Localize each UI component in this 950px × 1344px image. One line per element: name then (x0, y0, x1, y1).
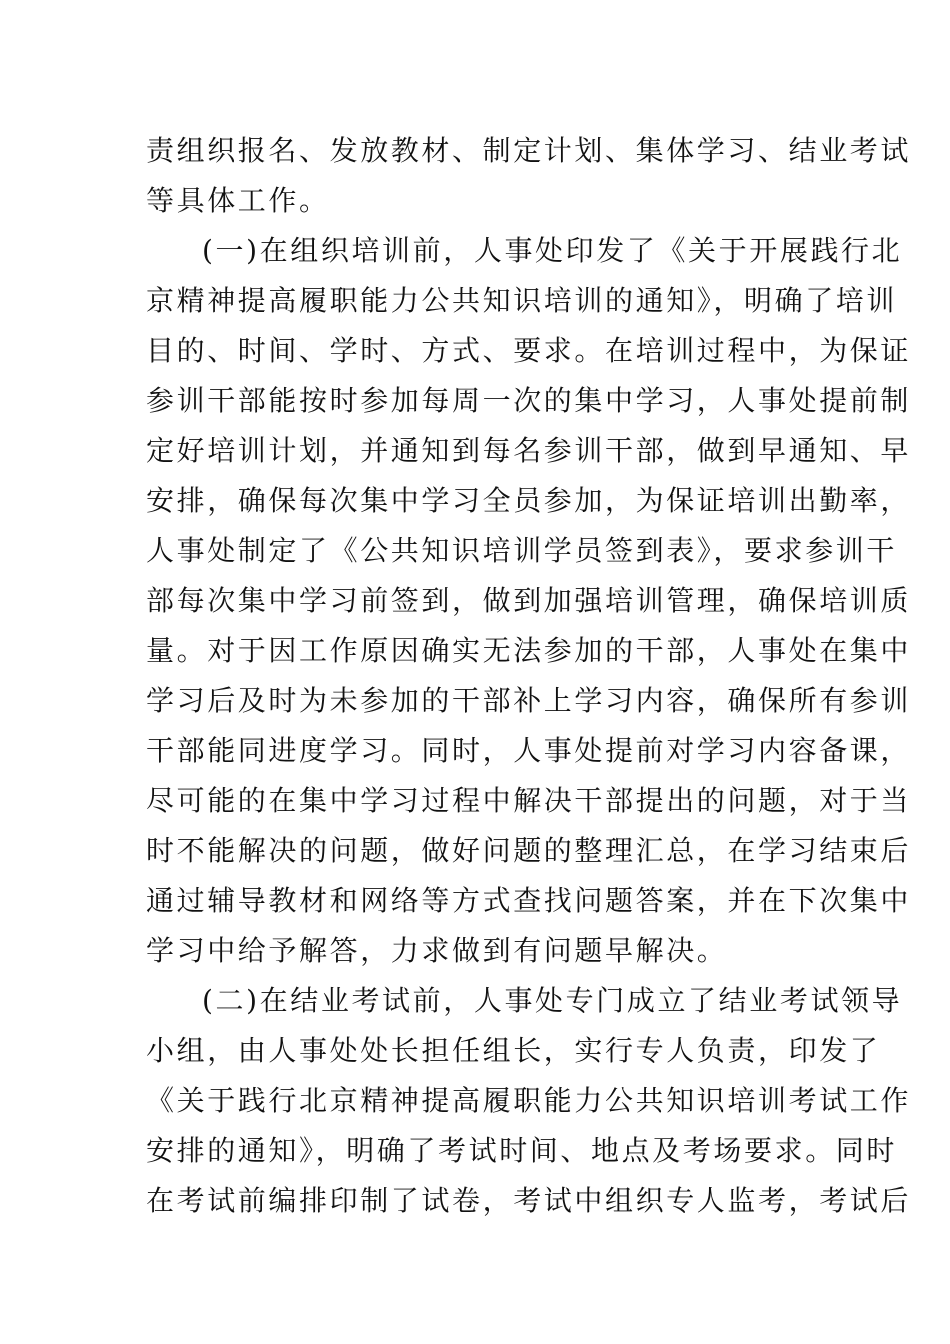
text-line: 学习后及时为未参加的干部补上学习内容，确保所有参训 (146, 684, 912, 717)
text-line: 量。对于因工作原因确实无法参加的干部，人事处在集中 (146, 634, 912, 667)
text-line: 目的、时间、学时、方式、要求。在培训过程中，为保证 (146, 334, 912, 367)
text-line: 等具体工作。 (146, 184, 330, 217)
text-line: 通过辅导教材和网络等方式查找问题答案，并在下次集中 (146, 884, 912, 917)
text-line: 部每次集中学习前签到，做到加强培训管理，确保培训质 (146, 584, 912, 617)
paragraph-start-line: (二)在结业考试前，人事处专门成立了结业考试领导 (202, 984, 903, 1017)
text-line: 安排，确保每次集中学习全员参加，为保证培训出勤率， (146, 484, 912, 517)
text-line: 学习中给予解答，力求做到有问题早解决。 (146, 934, 728, 967)
text-line: 人事处制定了《公共知识培训学员签到表》，要求参训干 (146, 534, 898, 567)
text-line: 京精神提高履职能力公共知识培训的通知》，明确了培训 (146, 284, 898, 317)
paragraph-start-line: (一)在组织培训前，人事处印发了《关于开展践行北 (202, 234, 903, 267)
text-line: 《关于践行北京精神提高履职能力公共知识培训考试工作 (146, 1084, 912, 1117)
text-line: 定好培训计划，并通知到每名参训干部，做到早通知、早 (146, 434, 912, 467)
text-line: 时不能解决的问题，做好问题的整理汇总，在学习结束后 (146, 834, 912, 867)
text-line: 责组织报名、发放教材、制定计划、集体学习、结业考试 (146, 134, 912, 167)
text-line: 尽可能的在集中学习过程中解决干部提出的问题，对于当 (146, 784, 912, 817)
text-line: 安排的通知》，明确了考试时间、地点及考场要求。同时 (146, 1134, 898, 1167)
text-line: 在考试前编排印制了试卷，考试中组织专人监考，考试后 (146, 1184, 912, 1217)
text-line: 干部能同进度学习。同时，人事处提前对学习内容备课， (146, 734, 912, 767)
text-line: 参训干部能按时参加每周一次的集中学习，人事处提前制 (146, 384, 912, 417)
text-line: 小组，由人事处处长担任组长，实行专人负责，印发了 (146, 1034, 881, 1067)
